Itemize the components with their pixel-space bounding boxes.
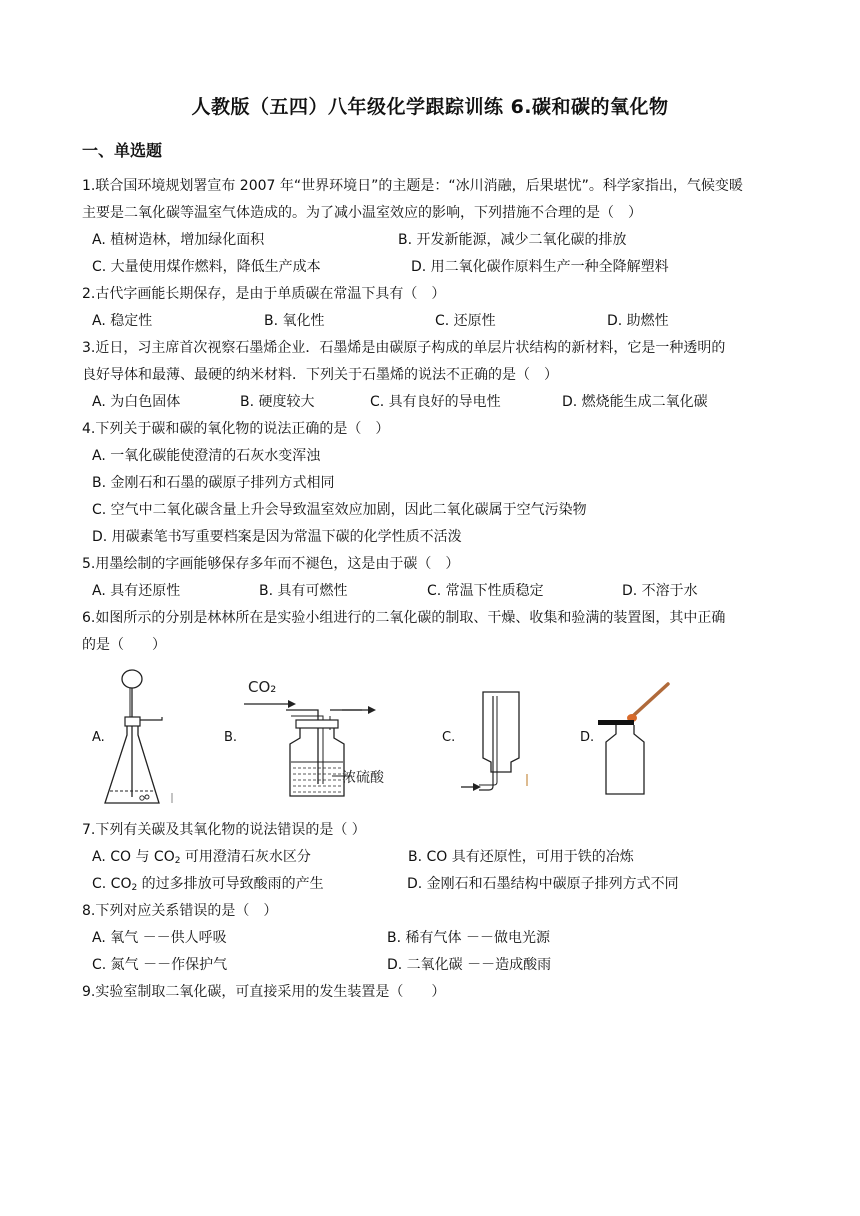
- q3-option-d: D. 燃烧能生成二氧化碳: [562, 394, 708, 410]
- q5-option-b: B. 具有可燃性: [259, 583, 348, 599]
- q6-figure-a-flask-apparatus: [100, 665, 180, 810]
- q1-option-a: A. 植树造林，增加绿化面积: [92, 232, 265, 248]
- q5-option-d: D. 不溶于水: [622, 583, 698, 599]
- q3-stem-line2: 良好导体和最薄、最硬的纳米材料．下列关于石墨烯的说法不正确的是（ ）: [82, 367, 558, 383]
- page-title: 人教版（五四）八年级化学跟踪训练 6.碳和碳的氧化物: [191, 96, 669, 118]
- q2-option-a: A. 稳定性: [92, 313, 153, 329]
- q5-stem: 5.用墨绘制的字画能够保存多年而不褪色，这是由于碳（ ）: [82, 556, 460, 572]
- q3-option-b: B. 硬度较大: [240, 394, 315, 410]
- section-heading: 一、单选题: [82, 141, 163, 160]
- q6-figure-c-label: C.: [442, 730, 456, 745]
- q7-option-c: C. $CO_2$ 的过多排放可导致酸雨的产生: [92, 876, 324, 893]
- q8-option-c: C. 氮气 －－作保护气: [92, 957, 228, 973]
- q1-option-b: B. 开发新能源，减少二氧化碳的排放: [398, 232, 627, 248]
- q1-stem-line2: 主要是二氧化碳等温室气体造成的。为了减小温室效应的影响，下列措施不合理的是（ ）: [82, 205, 642, 221]
- q4-option-c: C. 空气中二氧化碳含量上升会导致温室效应加剧，因此二氧化碳属于空气污染物: [92, 502, 587, 518]
- q6-figure-d-label: D.: [580, 730, 595, 745]
- q3-option-c: C. 具有良好的导电性: [370, 394, 501, 410]
- q2-option-c: C. 还原性: [435, 313, 496, 329]
- q7-option-a: A. CO 与 $CO_2$ 可用澄清石灰水区分: [92, 849, 311, 866]
- q1-stem-line1: 1.联合国环境规划署宣布 2007 年“世界环境日”的主题是：“冰川消融，后果堪忧”。科学家指出，气候变暖: [82, 178, 743, 194]
- q3-stem-line1: 3.近日，习主席首次视察石墨烯企业．石墨烯是由碳原子构成的单层片状结构的新材料，它是一种透明的: [82, 340, 726, 356]
- q2-stem: 2.古代字画能长期保存，是由于单质碳在常温下具有（ ）: [82, 286, 446, 302]
- q2-option-b: B. 氧化性: [264, 313, 325, 329]
- q1-option-c: C. 大量使用煤作燃料，降低生产成本: [92, 259, 321, 275]
- q1-option-d: D. 用二氧化碳作原料生产一种全降解塑料: [411, 259, 669, 275]
- q3-option-a: A. 为白色固体: [92, 394, 181, 410]
- q8-option-a: A. 氧气 －－供人呼吸: [92, 930, 227, 946]
- q2-option-d: D. 助燃性: [607, 313, 669, 329]
- q4-stem: 4.下列关于碳和碳的氧化物的说法正确的是（ ）: [82, 421, 390, 437]
- q4-option-b: B. 金刚石和石墨的碳原子排列方式相同: [92, 475, 335, 491]
- q5-option-a: A. 具有还原性: [92, 583, 181, 599]
- q7-stem: 7.下列有关碳及其氧化物的说法错误的是（ ）: [82, 822, 366, 838]
- q7-option-b: B. CO 具有还原性，可用于铁的冶炼: [408, 849, 634, 865]
- q4-option-d: D. 用碳素笔书写重要档案是因为常温下碳的化学性质不活泼: [92, 529, 462, 545]
- q6-figure-c-collection: [455, 690, 540, 795]
- q6-co2-label: CO₂: [248, 678, 277, 696]
- q8-stem: 8.下列对应关系错误的是（ ）: [82, 903, 278, 919]
- q6-figure-a-label: A.: [92, 730, 105, 745]
- q6-acid-label: 浓硫酸: [342, 770, 384, 786]
- q9-stem: 9.实验室制取二氧化碳，可直接采用的发生装置是（ ）: [82, 984, 446, 1000]
- q6-stem-line1: 6.如图所示的分别是林林所在是实验小组进行的二氧化碳的制取、干燥、收集和验满的装置图，其中正确: [82, 610, 726, 626]
- q6-figure-d-splint-test: [596, 680, 686, 800]
- q4-option-a: A. 一氧化碳能使澄清的石灰水变浑浊: [92, 448, 321, 464]
- q5-option-c: C. 常温下性质稳定: [427, 583, 544, 599]
- q7-option-d: D. 金刚石和石墨结构中碳原子排列方式不同: [407, 876, 679, 892]
- q6-figure-b-label: B.: [224, 730, 238, 745]
- q6-figure-b-drying-bottle: [240, 672, 410, 802]
- q8-option-d: D. 二氧化碳 －－造成酸雨: [387, 957, 552, 973]
- q8-option-b: B. 稀有气体 －－做电光源: [387, 930, 550, 946]
- q6-stem-line2: 的是（ ）: [82, 637, 166, 653]
